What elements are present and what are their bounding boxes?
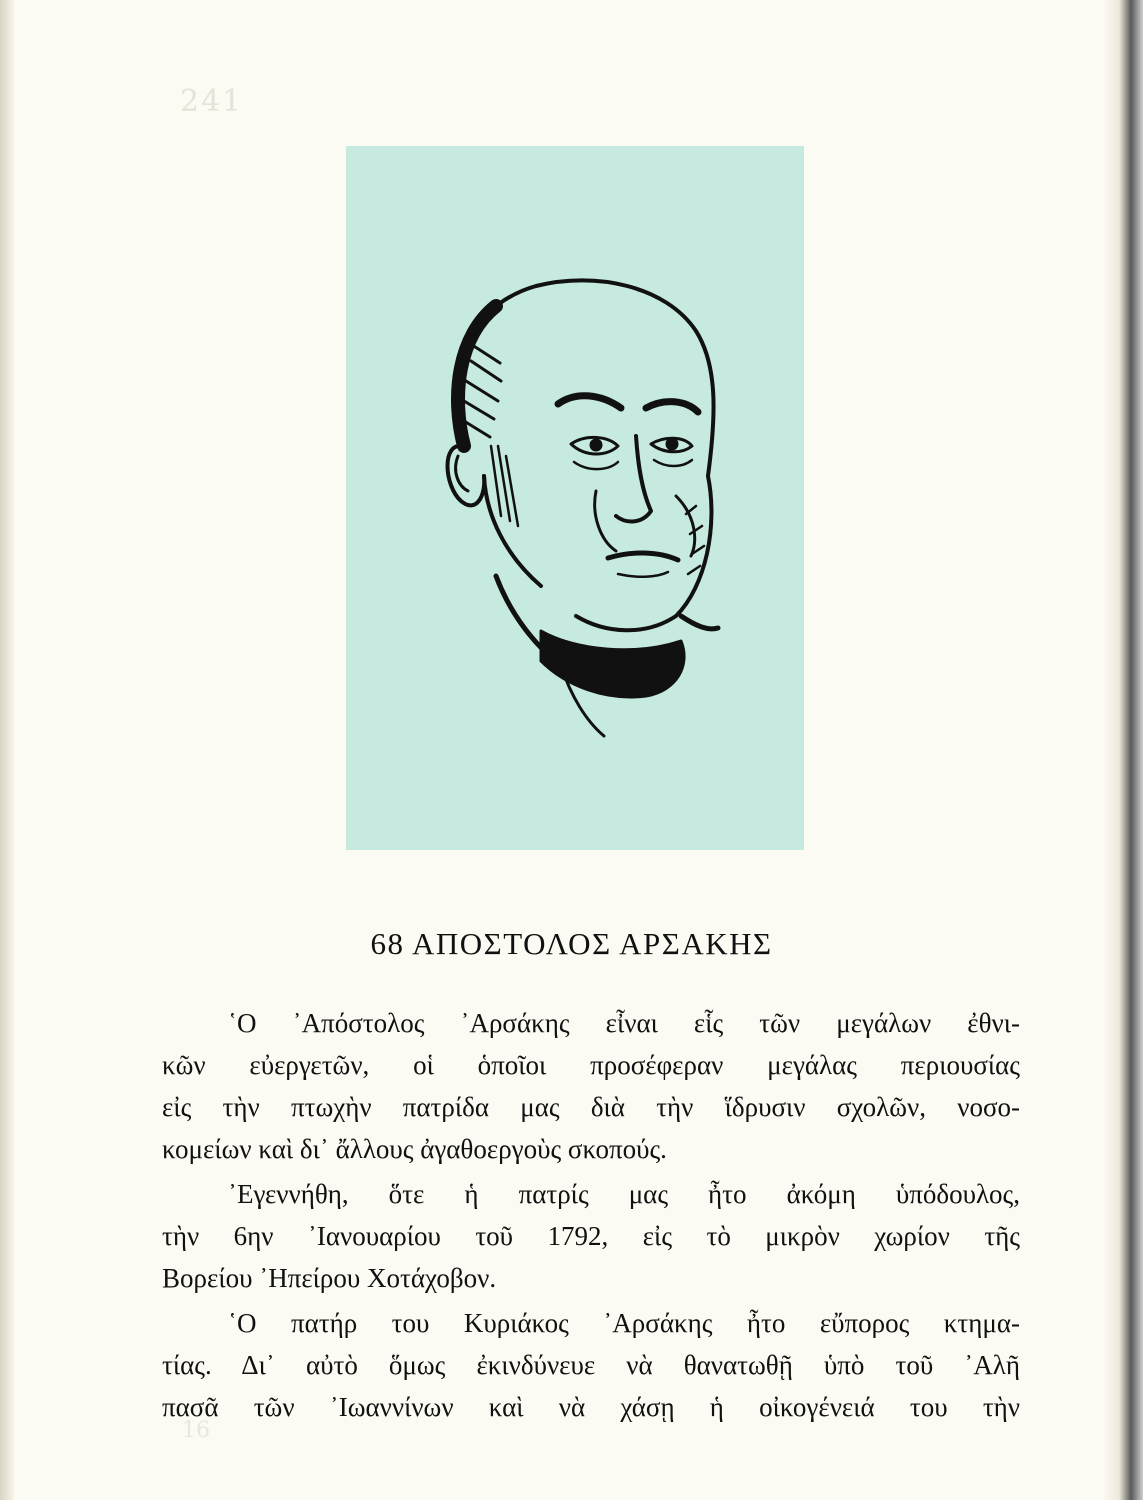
portrait-woodcut: [346, 146, 804, 850]
text-line: τίας. Δι᾿ αὐτὸ ὅμως ἐκινδύνευε νὰ θανατωθῇ ὑπὸ τοῦ ᾿Αλῆ: [162, 1350, 1020, 1380]
text-line: ῾Ο ᾿Απόστολος ᾿Αρσάκης εἶναι εἷς τῶν μεγάλων ἐθνι-: [228, 1008, 1020, 1038]
paragraph-2: [162, 1173, 1020, 1299]
text-line: εἰς τὴν πτωχὴν πατρίδα μας διὰ τὴν ἵδρυσιν σχολῶν, νοσο-: [162, 1092, 1020, 1122]
body-text: [162, 1002, 1020, 1431]
page-edge-right: [1103, 0, 1143, 1500]
show-through-signature-mark: 16: [182, 1418, 210, 1443]
paragraph-1: [162, 1002, 1020, 1170]
text-line: ᾿Εγεννήθη, ὅτε ἡ πατρίς μας ἦτο ἀκόμη ὑπόδουλος,: [228, 1179, 1020, 1209]
text-line: τὴν 6ην ᾿Ιανουαρίου τοῦ 1792, εἰς τὸ μικρὸν χωρίον τῆς: [162, 1221, 1020, 1251]
paragraph-3: [162, 1302, 1020, 1428]
page-title: 68 ΑΠΟΣΤΟΛΟΣ ΑΡΣΑΚΗΣ: [370, 926, 773, 961]
portrait-illustration: [346, 146, 804, 850]
text-line: κομείων καὶ δι᾿ ἄλλους ἀγαθοεργοὺς σκοπούς.: [162, 1134, 667, 1164]
text-line: πασᾶ τῶν ᾿Ιωαννίνων καὶ νὰ χάσῃ ἡ οἰκογένειά του τὴν: [162, 1392, 1020, 1422]
text-line: ῾Ο πατήρ του Κυριάκος ᾿Αρσάκης ἦτο εὔπορος κτημα-: [228, 1308, 1020, 1338]
text-line: κῶν εὐεργετῶν, οἱ ὁποῖοι προσέφεραν μεγάλας περιουσίας: [162, 1050, 1020, 1080]
text-line: Βορείου ᾿Ηπείρου Χοτάχοβον.: [162, 1263, 497, 1293]
page-edge-left: [0, 0, 14, 1500]
show-through-page-number: 241: [180, 84, 244, 119]
